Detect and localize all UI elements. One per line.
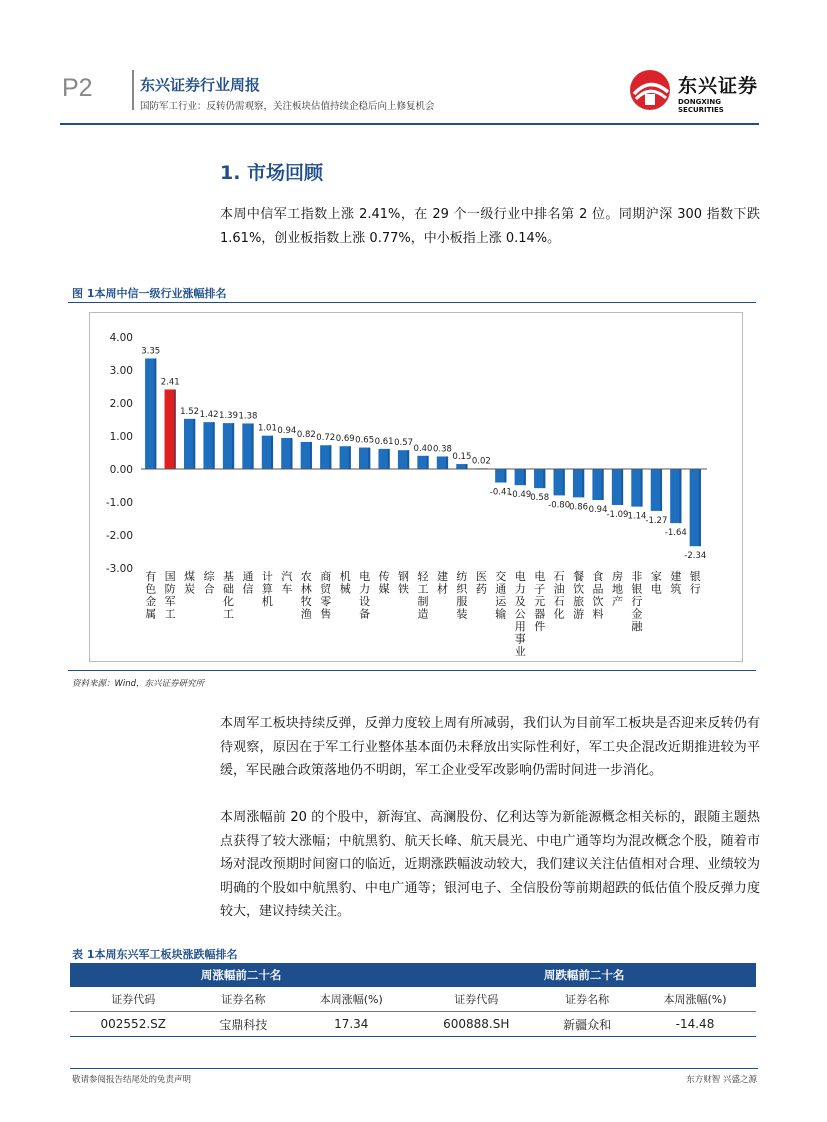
category-label: 及	[514, 595, 526, 608]
data-label: 0.61	[374, 436, 394, 447]
category-label: 车	[281, 582, 293, 596]
category-label: 信	[242, 582, 254, 596]
bar-shade	[621, 469, 623, 505]
page-number: P2	[62, 74, 93, 102]
data-label: -0.80	[548, 500, 571, 511]
category-label: 交	[495, 570, 507, 583]
category-label: 石	[553, 595, 565, 608]
category-label: 算	[261, 582, 273, 596]
data-label: 3.35	[141, 346, 161, 357]
bar-shade	[466, 464, 468, 469]
category-label: 铁	[398, 582, 410, 596]
category-label: 汽	[281, 570, 293, 583]
y-tick-label: 4.00	[109, 332, 133, 344]
category-label: 造	[417, 607, 429, 621]
category-label: 国	[164, 570, 176, 583]
category-label: 料	[592, 607, 604, 621]
category-label: 力	[359, 582, 371, 596]
data-label: 0.02	[471, 456, 491, 467]
category-label: 设	[359, 595, 371, 608]
category-label: 石	[553, 570, 565, 583]
category-label: 轻	[417, 570, 429, 583]
category-label: 运	[495, 595, 507, 608]
category-label: 贸	[320, 582, 332, 596]
bar-shade	[310, 442, 312, 469]
data-label: 0.72	[316, 433, 336, 444]
category-label: 媒	[378, 582, 390, 596]
left-band-header: 周涨幅前二十名	[70, 963, 412, 987]
category-label: 计	[261, 570, 273, 583]
data-label: -1.09	[606, 509, 629, 520]
category-label: 金	[145, 595, 157, 608]
category-label: 融	[631, 620, 643, 633]
category-label: 综	[203, 570, 215, 583]
analysis-paragraph-2: 本周涨幅前 20 的个股中，新海宜、高澜股份、亿利达等为新能源概念相关标的，跟随主题热点获得了较大涨幅；中航黑豹、航天长峰、航天晨光、中电广通等均为混改概念个股，随着市场对混改预期时间窗口的临近，近期涨跌幅波动较大，我们建议关注估值相对合理、业绩较为明确的个股如中航黑豹、中电广通等；银河电子、全信股份等前期超跌的低估值个股反弹力度较大，建议持续关注。	[220, 810, 760, 919]
column-header: 证券代码	[412, 987, 540, 1012]
category-label: 牧	[300, 595, 312, 608]
category-label: 制	[417, 595, 429, 608]
data-label: 0.94	[588, 505, 608, 516]
figure-caption-rule	[68, 302, 756, 303]
category-label: 餐	[573, 570, 585, 583]
category-label: 银	[689, 570, 701, 583]
category-label: 建	[436, 570, 448, 583]
category-label: 织	[456, 582, 468, 596]
bar-shade	[232, 423, 234, 469]
category-label: 力	[514, 582, 526, 596]
category-label: 金	[631, 607, 643, 621]
bar-shade	[252, 423, 254, 469]
category-label: 渔	[300, 607, 312, 621]
header-rule	[60, 123, 759, 125]
data-label: 0.15	[452, 452, 472, 463]
category-label: 医	[475, 570, 487, 583]
category-label: 工	[417, 582, 429, 596]
data-label: 2.41	[160, 377, 180, 388]
y-tick-label: 1.00	[109, 431, 133, 443]
category-label: 电	[650, 582, 662, 596]
data-label: 1.42	[199, 410, 219, 421]
data-label: 0.86	[569, 502, 589, 513]
column-header: 证券名称	[197, 987, 291, 1012]
bar-shade	[154, 358, 156, 469]
y-tick-label: 0.00	[109, 464, 133, 476]
bar-shade	[504, 469, 506, 483]
category-label: 林	[300, 582, 312, 596]
logo-text-cn: 东兴证券	[678, 75, 759, 97]
logo-emblem-icon	[628, 68, 674, 112]
data-label: 0.57	[394, 438, 414, 449]
category-label: 工	[223, 607, 235, 621]
category-label: 电	[359, 570, 371, 583]
category-label: 备	[359, 607, 371, 621]
category-label: 游	[573, 607, 585, 621]
data-label: 1.01	[257, 423, 277, 434]
logo-text-en: DONGXING SECURITIES	[678, 98, 724, 114]
bar-shade	[407, 450, 409, 469]
category-label: 行	[631, 595, 643, 608]
right-band-header: 周跌幅前二十名	[412, 963, 756, 987]
data-label: 0.65	[355, 435, 375, 446]
category-label: 器	[534, 607, 546, 621]
data-label: 1.52	[180, 406, 200, 417]
bar-shade	[679, 469, 681, 523]
category-label: 行	[689, 582, 701, 596]
category-label: 机	[261, 595, 273, 608]
table-cell: -14.48	[634, 1012, 756, 1037]
category-label: 基	[223, 570, 235, 583]
category-label: 炭	[184, 582, 196, 596]
category-label: 军	[164, 595, 176, 608]
analysis-paragraph-1: 本周军工板块持续反弹，反弹力度较上周有所减弱，我们认为目前军工板块是否迎来反转仍有待观察，原因在于军工行业整体基本面仍未释放出实际性利好，军工央企混改近期推进较为平缓，军民融合政策落地仍不明朗，军工企业受军改影响仍需时间进一步消化。	[220, 716, 760, 778]
footer-rule	[70, 1068, 758, 1069]
category-label: 油	[553, 582, 565, 596]
data-label: -0.49	[509, 490, 532, 501]
category-label: 化	[553, 607, 565, 621]
category-label: 饮	[573, 582, 585, 596]
bar-shade	[602, 469, 604, 500]
category-label: 用	[514, 620, 526, 633]
category-label: 煤	[184, 570, 196, 583]
bar-shade	[660, 469, 662, 511]
category-label: 装	[456, 607, 468, 621]
category-label: 公	[514, 607, 526, 621]
section-title: 1. 市场回顾	[220, 162, 324, 184]
bar-shade	[329, 445, 331, 469]
category-label: 色	[145, 582, 157, 596]
figure-bottom-rule	[68, 670, 756, 671]
category-label: 材	[436, 582, 448, 596]
data-label: 0.40	[413, 443, 433, 454]
y-tick-label: -1.00	[105, 497, 133, 509]
category-label: 食	[592, 570, 604, 583]
data-label: 1.38	[238, 411, 258, 422]
footer-disclaimer: 敬请参阅报告结尾处的免责声明	[72, 1075, 192, 1085]
bar-shade	[271, 436, 273, 469]
category-label: 合	[203, 582, 215, 596]
category-label: 元	[534, 595, 546, 608]
bar-shade	[524, 469, 526, 485]
data-label: -0.41	[489, 487, 512, 498]
table-cell: 002552.SZ	[70, 1012, 197, 1037]
category-label: 旅	[573, 595, 585, 608]
y-tick-label: 2.00	[109, 398, 133, 410]
category-label: 产	[611, 595, 623, 608]
category-label: 有	[145, 570, 157, 583]
category-label: 属	[145, 607, 157, 621]
category-label: 饮	[592, 595, 604, 608]
report-subtitle: 国防军工行业：反转仍需观察，关注板块估值持续企稳后向上修复机会	[140, 101, 435, 112]
data-label: 0.58	[530, 493, 550, 504]
category-label: 钢	[398, 570, 410, 583]
category-label: 商	[320, 570, 332, 583]
company-logo	[628, 68, 763, 112]
bar-shade	[174, 389, 176, 469]
y-tick-label: 3.00	[109, 365, 133, 377]
table-row	[70, 1012, 756, 1037]
table-header-row	[70, 987, 756, 1012]
category-label: 础	[223, 582, 235, 596]
category-label: 农	[300, 570, 312, 583]
y-tick-label: -3.00	[105, 563, 133, 575]
bar-shade	[582, 469, 584, 497]
figure-caption: 图 1本周中信一级行业涨幅排名	[72, 287, 227, 300]
table-cell: 600888.SH	[412, 1012, 540, 1037]
bar-shade	[446, 456, 448, 469]
category-label: 建	[670, 570, 682, 583]
category-label: 纺	[456, 570, 468, 583]
figure-source: 资料来源：Wind，东兴证券研究所	[72, 679, 205, 689]
footer-slogan: 东方财智 兴盛之源	[686, 1075, 757, 1085]
category-label: 地	[611, 582, 623, 596]
data-label: 1.39	[219, 411, 238, 422]
category-label: 非	[631, 570, 643, 583]
bar-shade	[213, 422, 215, 469]
data-label: -2.34	[684, 551, 707, 562]
report-title: 东兴证券行业周报	[140, 76, 261, 94]
category-label: 工	[164, 607, 176, 621]
category-label: 银	[631, 582, 643, 596]
category-label: 零	[320, 595, 332, 608]
category-label: 事	[514, 632, 526, 646]
stock-ranking-table	[70, 963, 756, 1037]
category-label: 件	[534, 620, 546, 633]
category-label: 输	[495, 607, 507, 621]
bar-shade	[368, 448, 370, 469]
column-header: 本周涨幅(%)	[634, 987, 756, 1012]
category-label: 房	[611, 570, 623, 583]
category-label: 械	[339, 582, 351, 596]
header-divider	[132, 70, 134, 110]
category-label: 传	[378, 570, 390, 583]
category-label: 售	[320, 607, 332, 621]
bar-shade	[388, 449, 390, 469]
category-label: 电	[534, 570, 546, 583]
bar-shade	[427, 456, 429, 469]
intro-paragraph: 本周中信军工指数上涨 2.41%，在 29 个一级行业中排名第 2 位。同期沪深 300 指数下跌 1.61%，创业板指数上涨 0.77%，中小板指上涨 0.14%。	[220, 207, 760, 246]
category-label: 防	[164, 582, 176, 596]
data-label: 0.38	[432, 444, 452, 455]
data-label: 1.14	[627, 511, 647, 522]
bar-shade	[641, 469, 643, 507]
category-label: 化	[223, 595, 235, 608]
category-label: 业	[514, 645, 526, 658]
category-label: 家	[650, 570, 662, 583]
bar-shade	[563, 469, 565, 495]
industry-return-bar-chart	[89, 312, 741, 662]
data-label: 0.94	[277, 425, 297, 436]
data-label: 0.69	[335, 434, 355, 445]
column-header: 本周涨幅(%)	[290, 987, 412, 1012]
data-label: 0.82	[296, 429, 316, 440]
category-label: 机	[339, 570, 351, 583]
category-label: 子	[534, 582, 546, 596]
category-label: 通	[242, 570, 254, 583]
category-label: 药	[475, 582, 487, 596]
table-cell: 17.34	[290, 1012, 412, 1037]
table-cell: 宝鼎科技	[197, 1012, 291, 1037]
column-header: 证券名称	[540, 987, 634, 1012]
table-caption: 表 1本周东兴军工板块涨跌幅排名	[72, 948, 238, 961]
bar-shade	[543, 469, 545, 488]
category-label: 电	[514, 570, 526, 583]
data-label: -1.64	[664, 528, 687, 539]
category-label: 筑	[670, 582, 682, 596]
bar-shade	[349, 446, 351, 469]
bar-shade	[193, 419, 195, 469]
table-cell: 新疆众和	[540, 1012, 634, 1037]
category-label: 服	[456, 595, 468, 608]
category-label: 品	[592, 582, 604, 596]
y-tick-label: -2.00	[105, 530, 133, 542]
category-label: 通	[495, 582, 507, 596]
bar-shade	[291, 438, 293, 469]
column-header: 证券代码	[70, 987, 197, 1012]
data-label: -1.27	[645, 515, 668, 526]
bar-shade	[699, 469, 701, 546]
